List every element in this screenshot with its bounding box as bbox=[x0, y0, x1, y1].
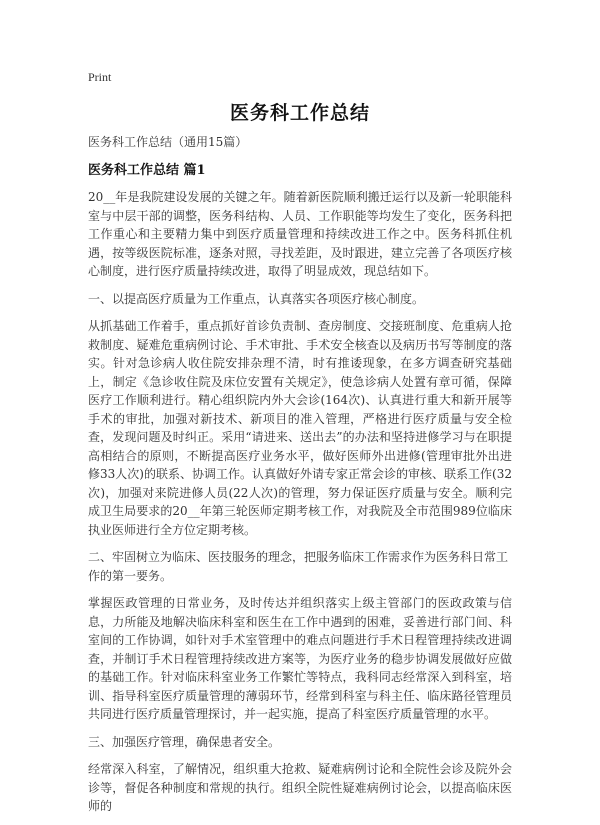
heading-1: 一、以提高医疗质量为工作重点，认真落实各项医疗核心制度。 bbox=[88, 291, 425, 306]
page-title: 医务科工作总结 bbox=[229, 102, 370, 124]
document-subtitle: 医务科工作总结（通用15篇） bbox=[88, 135, 248, 149]
print-link[interactable]: Print bbox=[88, 70, 112, 84]
paragraph-2: 掌握医政管理的日常业务，及时传达并组织落实上级主管部门的医政政策与信息，力所能及地解决临床科室和医生在工作中遇到的困难，妥善进行部门间、科室间的工作协调，如针对手术室管理中的难点问题进行手术日程管理持续改进调查，并制订手术日程管理持续改进方案等，为医疗业务的稳步协调发展做好应做的基础工作。针对临床科室业务工作繁忙等特点，我科同志经常深入到科室，培训、指导科室医疗质量管理的薄弱环节，经常到科室与科主任、临床路径管理员共同进行医疗质量管理探讨，并一起实施，提高了科室医疗质量管理的水平。 bbox=[88, 596, 512, 721]
paragraph-intro: 20__年是我院建设发展的关键之年。随着新医院顺利搬迁运行以及新一轮职能科室与中层干部的调整，医务科结构、人员、工作职能等均发生了变化，医务科把工作重心和主要精力集中到医疗质量管理和持续改进工作之中。医务科抓住机遇，按等级医院标准，逐条对照，寻找差距，及时跟进，建立完善了各项医疗核心制度，进行医疗质量持续改进，取得了明显成效，现总结如下。 bbox=[88, 190, 512, 278]
paragraph-1: 从抓基础工作着手，重点抓好首诊负责制、查房制度、交接班制度、危重病人抢救制度、疑难危重病例讨论、手术审批、手术安全核查以及病历书写等制度的落实。针对急诊病人收住院安排杂理不清，时有推诿现象，在多方调查研究基础上，制定《急诊收住院及床位安置有关规定》，使急诊病人处置有章可循，保障医疗工作顺利进行。精心组织院内外大会诊(164次)、认真进行重大和新开展等手术的审批，加强对新技术、新项目的准入管理，严格进行医疗质量与安全检查，发现问题及时纠正。采用“请进来、送出去”的办法和坚持进修学习与在职提高相结合的原则，不断提高医疗业务水平，做好医师外出进修(管理审批外出进修33人次)的联系、协调工作。认真做好外请专家正常会诊的审核、联系工作(32次)，加强对来院进修人员(22人次)的管理，努力保证医疗质量与安全。顺利完成卫生局要求的20__年第三轮医师定期考核工作，对我院及全市范围989位临床执业医师进行全方位定期考核。 bbox=[88, 319, 512, 537]
heading-2: 二、牢固树立为临床、医技服务的理念，把服务临床工作需求作为医务科日常工作的第一要务。 bbox=[88, 550, 509, 583]
document-body bbox=[88, 133, 512, 825]
heading-3: 三、加强医疗管理，确保患者安全。 bbox=[88, 734, 281, 749]
paragraph-3: 经常深入科室，了解情况，组织重大抢救、疑难病例讨论和全院性会诊及院外会诊等，督促各种制度和常规的执行。组织全院性疑难病例讨论会，以提高临床医师的 bbox=[88, 762, 512, 813]
section-title: 医务科工作总结 篇1 bbox=[88, 162, 206, 178]
